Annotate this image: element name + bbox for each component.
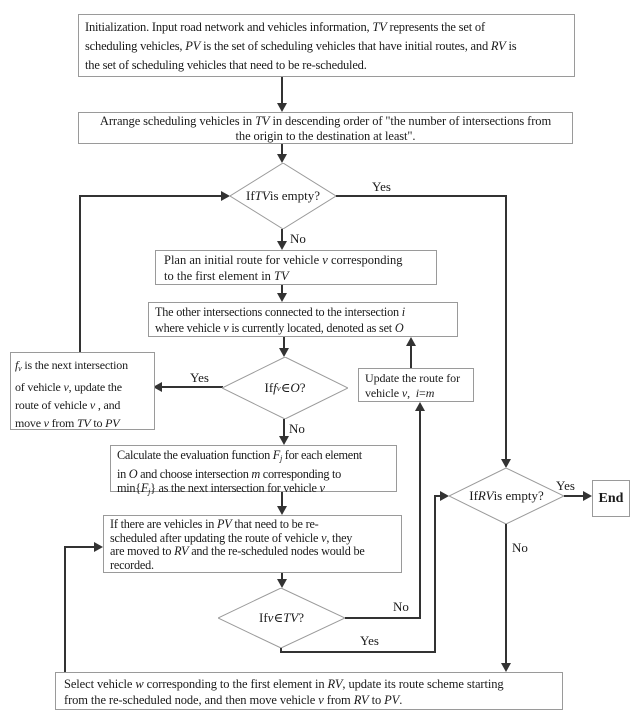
node-plan-initial-route: Plan an initial route for vehicle v corresponding to the first element in TV bbox=[155, 250, 437, 285]
connector-fvnext-loop-h bbox=[79, 195, 222, 197]
node-other-intersections: The other intersections connected to the intersection i where vehicle v is currently located, denoted as set O bbox=[148, 302, 458, 337]
edge-label-fvino-yes: Yes bbox=[190, 370, 209, 385]
arrowhead-down-icon bbox=[279, 348, 289, 357]
arrowhead-right-icon bbox=[583, 491, 592, 501]
arrowhead-down-icon bbox=[277, 154, 287, 163]
connector-select-feedback-v bbox=[64, 547, 66, 672]
connector-vintv-yes-h1 bbox=[280, 651, 436, 653]
edge-label-rvempty-yes: Yes bbox=[556, 478, 575, 493]
connector-rvempty-no bbox=[505, 524, 507, 664]
edge-label-tvempty-no: No bbox=[290, 231, 306, 246]
decision-v-in-tv-text: If v ∈ TV ? bbox=[258, 610, 305, 625]
arrowhead-down-icon bbox=[501, 459, 511, 468]
node-fv-next-intersection: fv is the next intersection of vehicle v, update the route of vehicle v , and move v from TV to PV bbox=[10, 352, 155, 430]
connector-rvempty-yes bbox=[564, 495, 584, 497]
arrowhead-right-icon bbox=[440, 491, 449, 501]
arrowhead-up-icon bbox=[406, 337, 416, 346]
arrowhead-down-icon bbox=[277, 506, 287, 515]
node-calculate-evaluation: Calculate the evaluation function Fj for each element in O and choose intersection m corresponding to min{Fj} as the next intersection for vehicle v bbox=[110, 445, 397, 492]
edge-label-vintv-yes: Yes bbox=[360, 633, 379, 648]
arrowhead-down-icon bbox=[277, 293, 287, 302]
connector-vintv-no-v bbox=[419, 411, 421, 618]
node-end: End bbox=[592, 480, 630, 517]
node-initialization: Initialization. Input road network and vehicles information, TV represents the set of scheduling vehicles, PV is the set of scheduling vehicles that have initial routes, and RV is the set of scheduling vehicles that need to be re-scheduled. bbox=[78, 14, 575, 77]
node-reschedule-check: If there are vehicles in PV that need to be re- scheduled after updating the route of vehicle v, they are moved to RV and the re-scheduled nodes would be recorded. bbox=[103, 515, 402, 573]
connector-fvino-yes bbox=[162, 386, 223, 388]
edge-label-tvempty-yes: Yes bbox=[372, 179, 391, 194]
arrowhead-down-icon bbox=[277, 579, 287, 588]
connector-fvino-no bbox=[283, 419, 285, 437]
edge-label-vintv-no: No bbox=[393, 599, 409, 614]
connector-init-to-arrange bbox=[281, 77, 283, 104]
connector-select-feedback-h bbox=[64, 546, 95, 548]
decision-rv-empty bbox=[449, 468, 564, 524]
decision-v-in-tv bbox=[218, 588, 345, 648]
arrowhead-right-icon bbox=[221, 191, 230, 201]
decision-rv-empty-text: If RV is empty? bbox=[469, 488, 544, 503]
arrowhead-up-icon bbox=[415, 402, 425, 411]
arrowhead-right-icon bbox=[94, 542, 103, 552]
decision-fv-in-o bbox=[222, 357, 348, 419]
node-select-vehicle-w: Select vehicle w corresponding to the first element in RV, update its route scheme starting from the re-scheduled node, and then move vehicle v from RV to PV. bbox=[55, 672, 563, 710]
arrowhead-down-icon bbox=[277, 241, 287, 250]
node-update-route: Update the route for vehicle v, i=m bbox=[358, 368, 474, 402]
edge-label-fvino-no: No bbox=[289, 421, 305, 436]
edge-label-rvempty-no: No bbox=[512, 540, 528, 555]
decision-fv-in-o-text: If f v ∈ O ? bbox=[264, 380, 306, 395]
connector-tvempty-yes-v bbox=[505, 195, 507, 461]
decision-tv-empty bbox=[230, 163, 336, 229]
arrowhead-down-icon bbox=[501, 663, 511, 672]
connector-vintv-no-h bbox=[345, 617, 421, 619]
connector-update-to-intersections bbox=[410, 346, 412, 368]
connector-fvnext-loop-v bbox=[79, 196, 81, 352]
connector-vintv-yes-v2 bbox=[434, 495, 436, 653]
arrowhead-down-icon bbox=[277, 103, 287, 112]
decision-tv-empty-text: If TV is empty? bbox=[245, 188, 321, 203]
arrowhead-down-icon bbox=[279, 436, 289, 445]
node-arrange-tv: Arrange scheduling vehicles in TV in descending order of "the number of intersections from the origin to the destination at least". bbox=[78, 112, 573, 144]
connector-tvempty-yes-h bbox=[336, 195, 506, 197]
